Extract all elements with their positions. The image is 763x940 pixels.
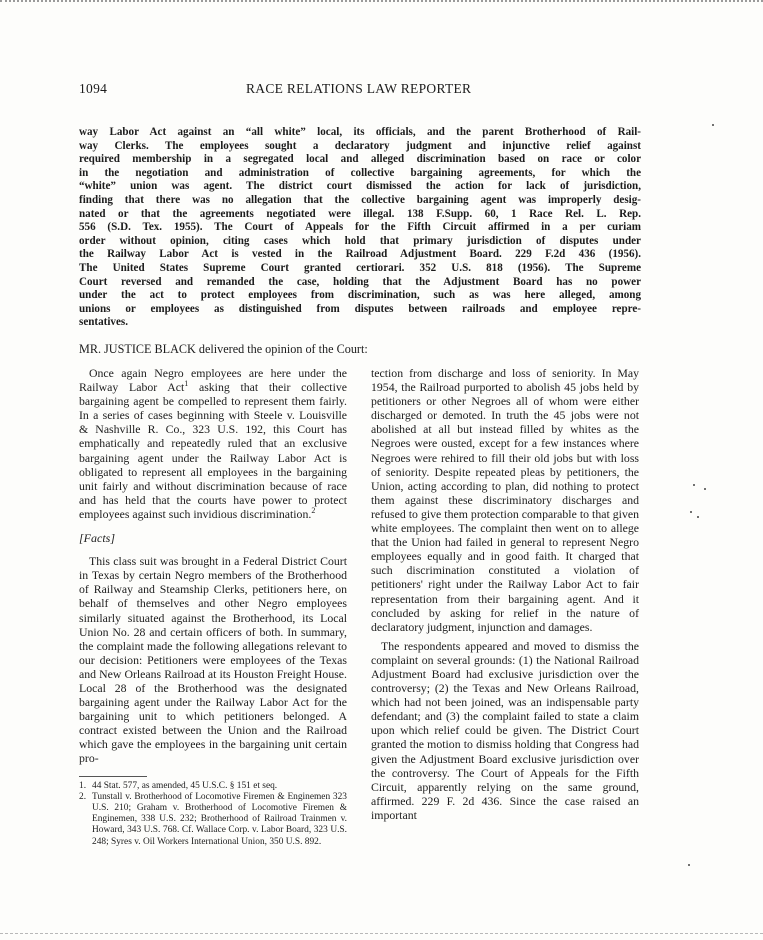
syllabus-line: The United States Supreme Court granted certiorari. 352 U.S. 818 (1956). The Supreme (79, 261, 641, 274)
syllabus-line: “white” union was agent. The district court dismissed the action for lack of jurisdiction, (79, 180, 641, 193)
footnote-text: Tunstall v. Brotherhood of Locomotive Firemen & Enginemen 323 U.S. 210; Graham v. Brotherhood of Locomotive Firemen & Enginemen, 338 U.S. 232; Brotherhood of Railroad Trainmen v. Howard, 343 U.S. 768. Cf. Wallace Corp. v. Labor Board, 323 U.S. 248; Syres v. Oil Workers International Union, 350 U.S. 892. (92, 791, 347, 847)
syllabus-line: Court reversed and remanded the case, holding that the Adjustment Board has no power (79, 275, 641, 288)
syllabus-line: in the negotiation and administration of collective bargaining agreements, for which the (79, 166, 641, 179)
footnote (79, 792, 347, 848)
footnote-number: 2. (79, 791, 87, 802)
facts-paragraph: This class suit was brought in a Federal District Court in Texas by certain Negro members of the Brotherhood of Railway and Steamship Clerks, petitioners here, on behalf of themselves and other Negro employees similarly situated against the Brotherhood, its Local Union No. 28 and certain officers of both. In summary, the complaint made the following allegations relevant to our decision: Petitioners were employees of the Texas and New Orleans Railroad at its Houston Freight House. Local 28 of the Brotherhood was the designated bargaining agent under the Railway Labor Act for the bargaining unit to which petitioners belonged. A contract existed between the Union and the Railroad which gave the employees in the bargaining unit certain pro- (79, 554, 347, 766)
footnotes (79, 781, 347, 848)
left-column (79, 366, 347, 848)
scan-speck (697, 516, 699, 518)
footnote (79, 781, 347, 792)
page-number: 1094 (79, 81, 108, 96)
scan-speck (688, 864, 690, 866)
procedural-paragraph: The respondents appeared and moved to dismiss the complaint on several grounds: (1) the National Railroad Adjustment Board had exclusive jurisdiction over the controversy; (2) the Texas and New Orleans Railroad, which had not been joined, was an indispensable party defendant; and (3) the complaint failed to state a claim upon which relief could be given. The District Court granted the motion to dismiss holding that Congress had given the Adjustment Board exclusive jurisdiction over the controversy. The Court of Appeals for the Fifth Circuit, apparently relying on the same ground, affirmed. 229 F. 2d 436. Since the case raised an important (371, 638, 639, 822)
syllabus-line: under the act to protect employees from discrimination, such as was here alleged, among (79, 289, 641, 302)
scan-speck (704, 488, 706, 490)
scan-speck (690, 511, 692, 513)
syllabus-line: nated or that the agreements negotiated were illegal. 138 F.Supp. 60, 1 Race Rel. L. Rep. (79, 207, 641, 220)
paragraph-text: Once again Negro employees are here under the Railway Labor Act (79, 366, 347, 395)
syllabus-line: 556 (S.D. Tex. 1955). The Court of Appeals for the Fifth Circuit affirmed in a per curiam (79, 221, 641, 234)
right-column (371, 366, 639, 822)
syllabus-line: finding that there was no allegation that the collective bargaining agent was improperly desig- (79, 193, 641, 206)
continued-paragraph: tection from discharge and loss of seniority. In May 1954, the Railroad purported to abolish 45 jobs held by petitioners or other Negroes all of whom were either discharged or demoted. In truth the 45 jobs were not abolished at all but instead filled by whites as the Negroes were ousted, except for a few instances where Negroes were rehired to fill their old jobs but with loss of seniority. Despite repeated pleas by petitioners, the Union, acting according to plan, did nothing to protect them against these discriminatory discharges and refused to give them protection comparable to that given white employees. The complaint then went on to allege that the Union had failed in general to represent Negro employees equally and in good faith. It charged that such discrimination constituted a violation of petitioners' right under the Railway Labor Act to fair representation from their bargaining agent. And it concluded by asking for relief in the nature of declaratory judgment, injunction and damages. (371, 366, 639, 634)
opening-paragraph (79, 366, 347, 521)
footnote-ref: 1 (184, 379, 189, 389)
scan-speck (693, 484, 695, 486)
syllabus-line: way Labor Act against an “all white” local, its officials, and the parent Brotherhood of Rail- (79, 126, 641, 138)
page-bottom-edge (0, 933, 763, 936)
opinion-intro: MR. JUSTICE BLACK delivered the opinion of the Court: (79, 342, 368, 356)
footnote-number: 1. (79, 780, 87, 791)
syllabus-line: unions or employees as distinguished from disputes between railroads and employee repre- (79, 302, 641, 315)
footnote-ref: 2 (311, 506, 316, 516)
footnote-text: 44 Stat. 577, as amended, 45 U.S.C. § 151 et seq. (92, 780, 278, 791)
syllabus-line: way Clerks. The employees sought a declaratory judgment and injunctive relief against (79, 139, 641, 152)
paragraph-text: asking that their collective bargaining agent be compelled to represent them fairly. In a series of cases beginning with Steele v. Louisville & Nashville R. Co., 323 U.S. 192, this Court has emphatically and repeatedly ruled that an exclusive bargaining agent under the Railway Labor Act is obligated to represent all employees in the bargaining unit fairly and without discrimination because of race and has held that the courts have power to protect employees against such invidious discrimination. (79, 380, 348, 521)
syllabus-line: order without opinion, citing cases which hold that primary jurisdiction of disputes under (79, 234, 641, 247)
page-header (79, 81, 642, 101)
running-head: RACE RELATIONS LAW REPORTER (246, 81, 472, 96)
page-top-edge (0, 0, 763, 5)
facts-heading: [Facts] (79, 531, 115, 546)
syllabus-line: sentatives. (79, 316, 128, 329)
scan-speck (712, 124, 714, 126)
syllabus-line: the Railway Labor Act is vested in the Railroad Adjustment Board. 229 F.2d 436 (1956). (79, 248, 641, 261)
footnote-divider (79, 776, 147, 777)
syllabus-line: required membership in a segregated local and alleged discrimination based on race or color (79, 153, 641, 166)
case-syllabus (79, 126, 641, 330)
